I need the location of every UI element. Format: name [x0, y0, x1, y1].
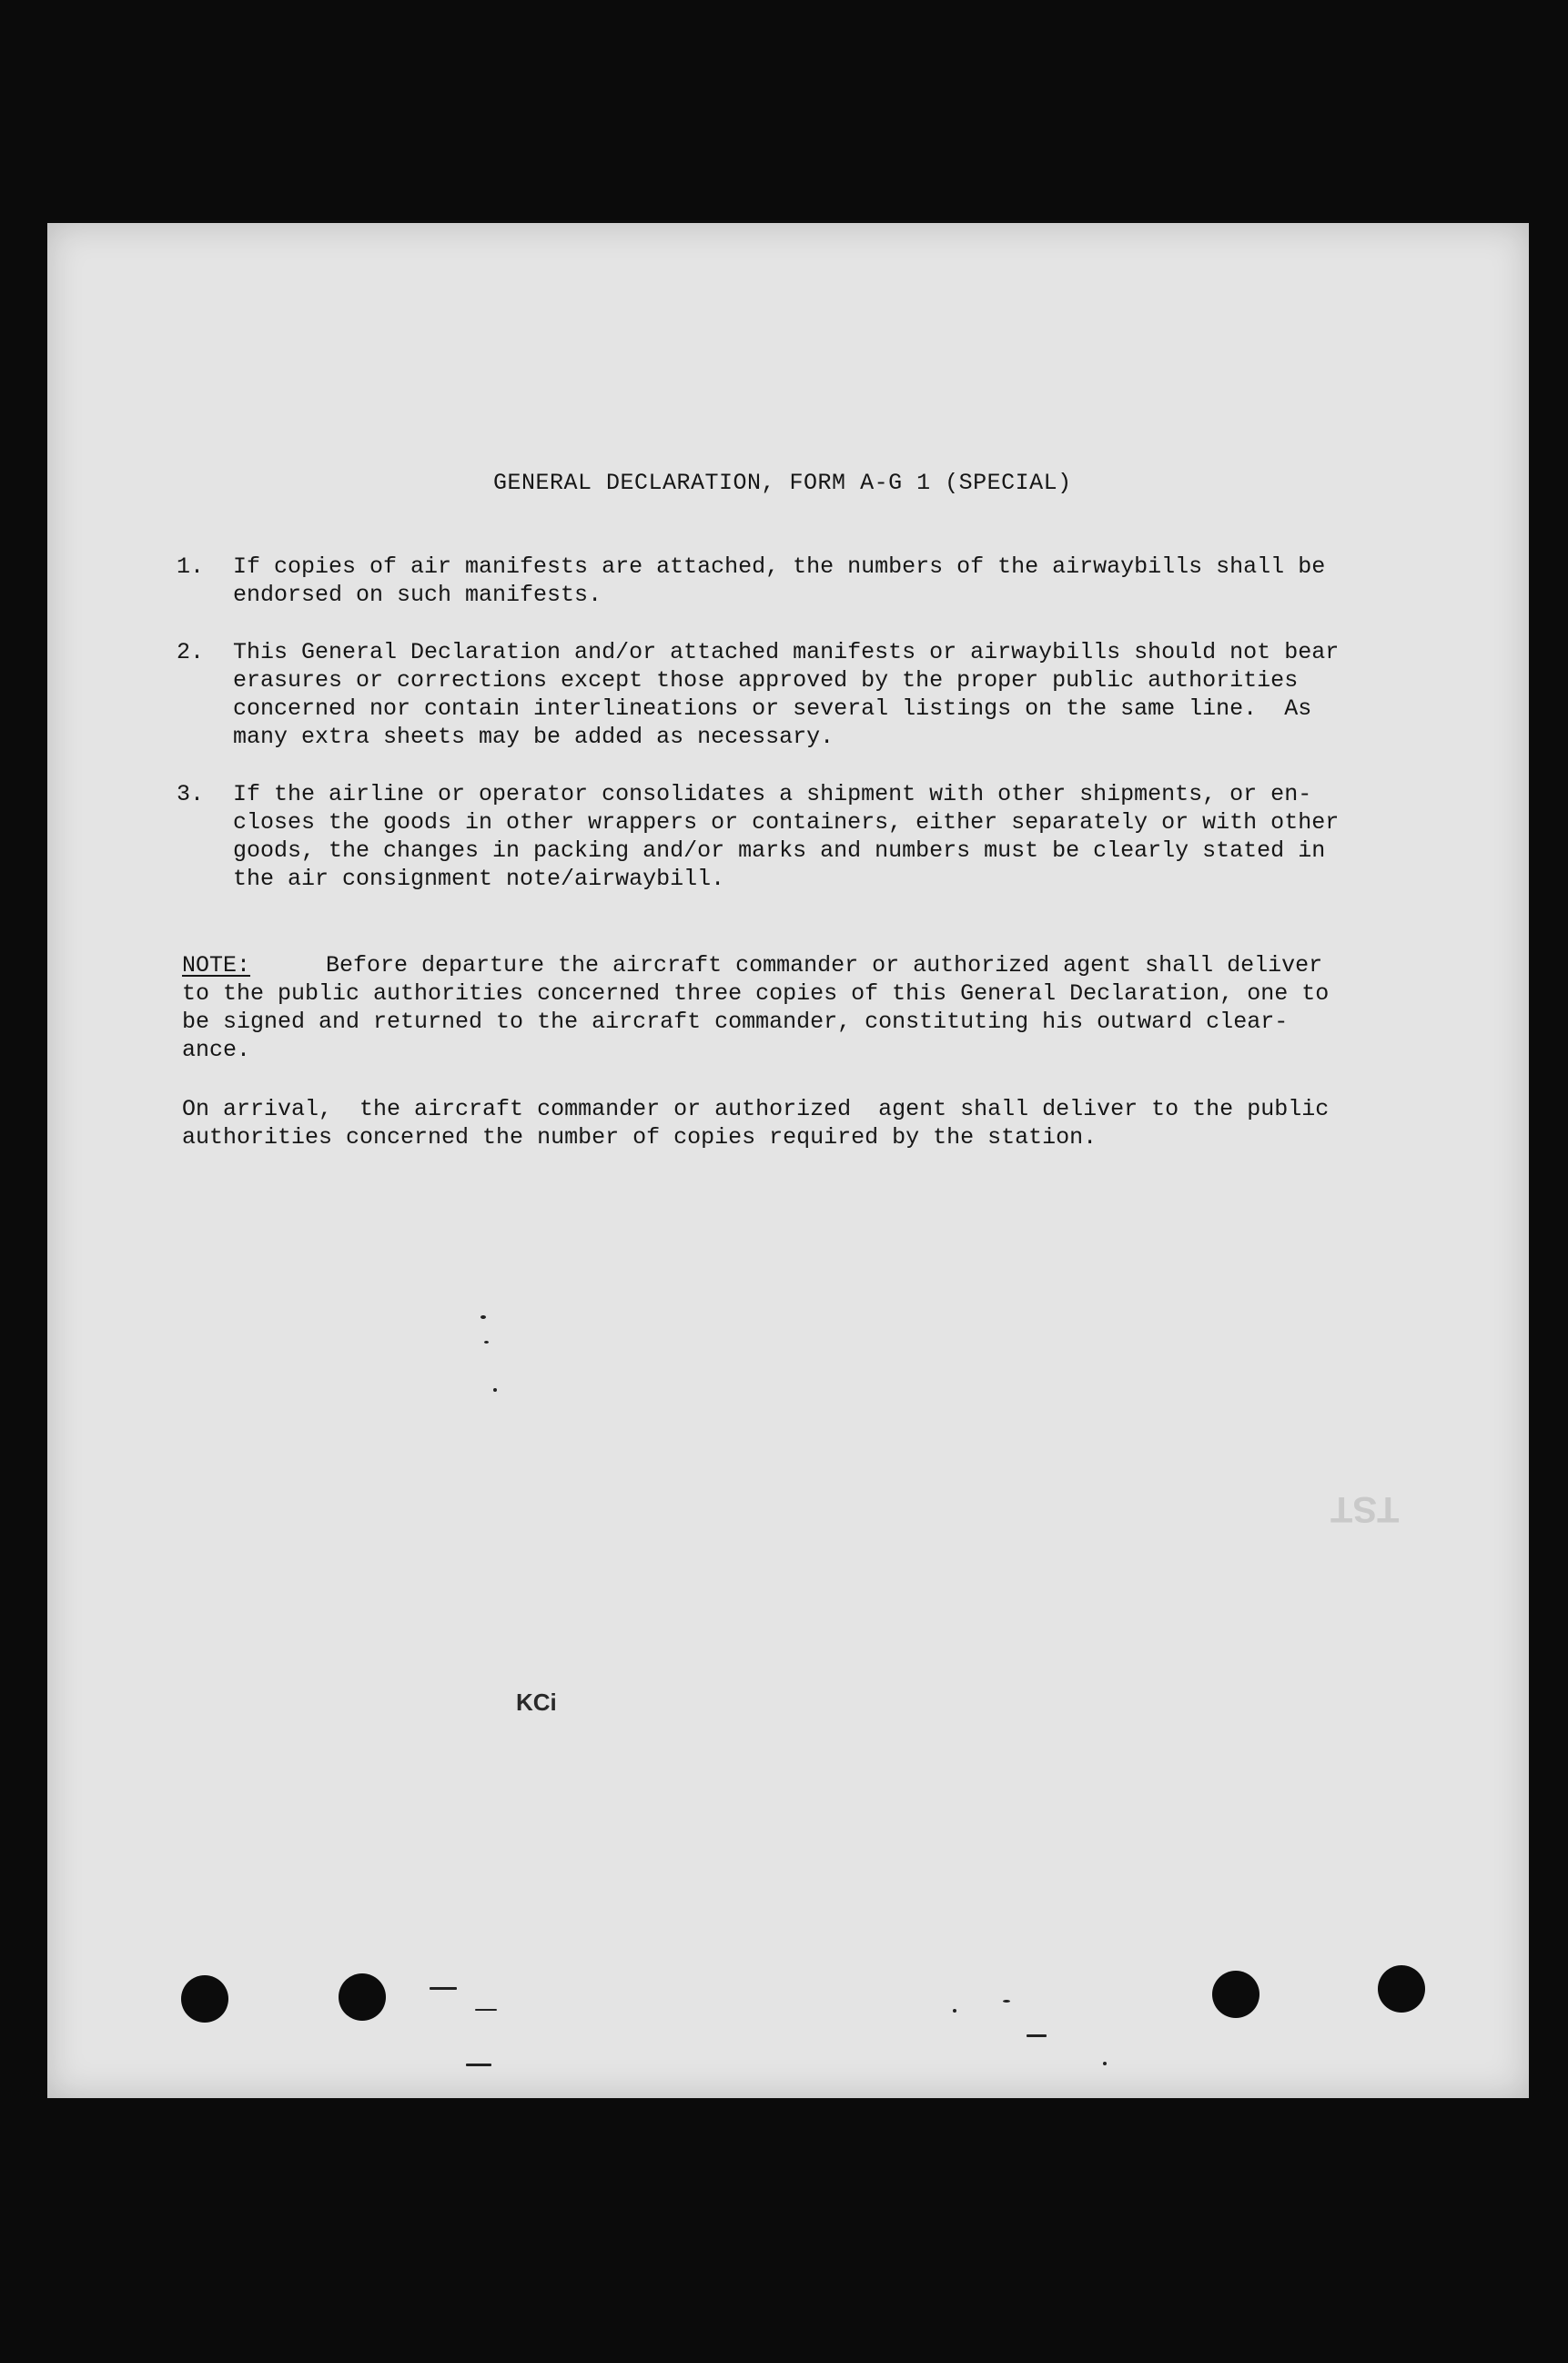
note-text: to the public authorities concerned three copies of this General Declaration, one to be signed and returned to the aircraft commander, constituting his outward clear- ance.	[182, 980, 1330, 1063]
punch-hole	[1212, 1971, 1259, 2018]
punch-hole	[181, 1975, 228, 2023]
punch-hole	[1378, 1965, 1425, 2013]
item-number: 3.	[177, 781, 205, 807]
arrival-paragraph: On arrival, the aircraft commander or authorized agent shall deliver to the public authorities concerned the number of copies required by the station.	[182, 1096, 1330, 1151]
item-number: 1.	[177, 553, 205, 580]
ink-speck	[493, 1388, 497, 1392]
note-first-line: Before departure the aircraft commander or authorized agent shall deliver	[326, 952, 1323, 979]
paper-sheet	[47, 223, 1529, 2098]
punch-hole	[339, 1973, 386, 2021]
ink-speck	[481, 1315, 486, 1319]
ink-speck	[484, 1341, 489, 1344]
bleed-through-stamp: TST	[1330, 1489, 1400, 1529]
item-text: This General Declaration and/or attached manifests or airwaybills should not bear erasures or corrections except those approved by the proper public authorities concerned nor contain interlineations or several listings on the same line. As many extra sheets may be added as necessary.	[233, 639, 1340, 750]
note-label: NOTE:	[182, 952, 251, 979]
item-number: 2.	[177, 639, 205, 665]
ink-speck	[430, 1987, 457, 1990]
ink-speck	[1103, 2062, 1107, 2065]
ink-speck	[475, 2009, 497, 2011]
item-text: If the airline or operator consolidates a shipment with other shipments, or en- closes the goods in other wrappers or containers, either separately or with other goods, the changes in packing and/or marks and numbers must be clearly stated in the air consignment note/airwaybill.	[233, 781, 1340, 892]
item-text: If copies of air manifests are attached, the numbers of the airwaybills shall be endorsed on such manifests.	[233, 553, 1326, 608]
ink-mark: KCi	[516, 1689, 557, 1716]
form-title: GENERAL DECLARATION, FORM A-G 1 (SPECIAL)	[493, 470, 1072, 496]
ink-speck	[466, 2064, 491, 2066]
ink-speck	[1027, 2034, 1047, 2037]
ink-speck	[1003, 2000, 1010, 2003]
ink-speck	[953, 2009, 956, 2013]
